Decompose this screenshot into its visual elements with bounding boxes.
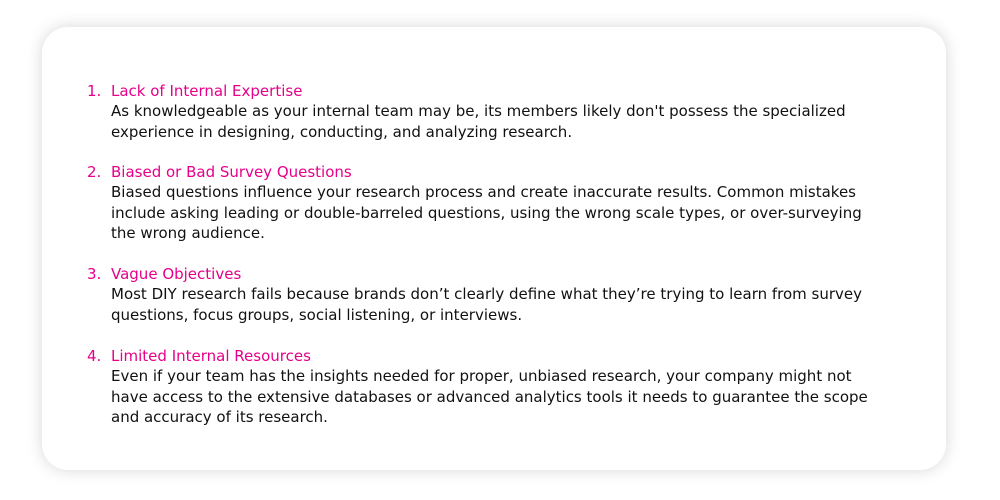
item-title: Limited Internal Resources (111, 347, 311, 365)
item-description: As knowledgeable as your internal team may be, its members likely don't possess the specialized experience in designing, conducting, and analyzing research. (111, 102, 846, 141)
item-number: 4. (87, 347, 102, 365)
item-number: 3. (87, 265, 102, 283)
item-description: Even if your team has the insights needed for proper, unbiased research, your company might not have access to the extensive databases or advanced analytics tools it needs to guarantee the scope and accuracy of its research. (111, 367, 868, 426)
item-number: 1. (87, 82, 102, 100)
item-title: Lack of Internal Expertise (111, 82, 303, 100)
item-number: 2. (87, 163, 102, 181)
content-card (42, 27, 946, 470)
item-description: Most DIY research fails because brands don’t clearly define what they’re trying to learn from survey questions, focus groups, social listening, or interviews. (111, 285, 863, 324)
item-title: Vague Objectives (111, 265, 242, 283)
item-description: Biased questions influence your research process and create inaccurate results. Common mistakes include asking leading or double-barreled questions, using the wrong scale types, or over-surveying the wrong audience. (111, 183, 862, 242)
item-title: Biased or Bad Survey Questions (111, 163, 352, 181)
